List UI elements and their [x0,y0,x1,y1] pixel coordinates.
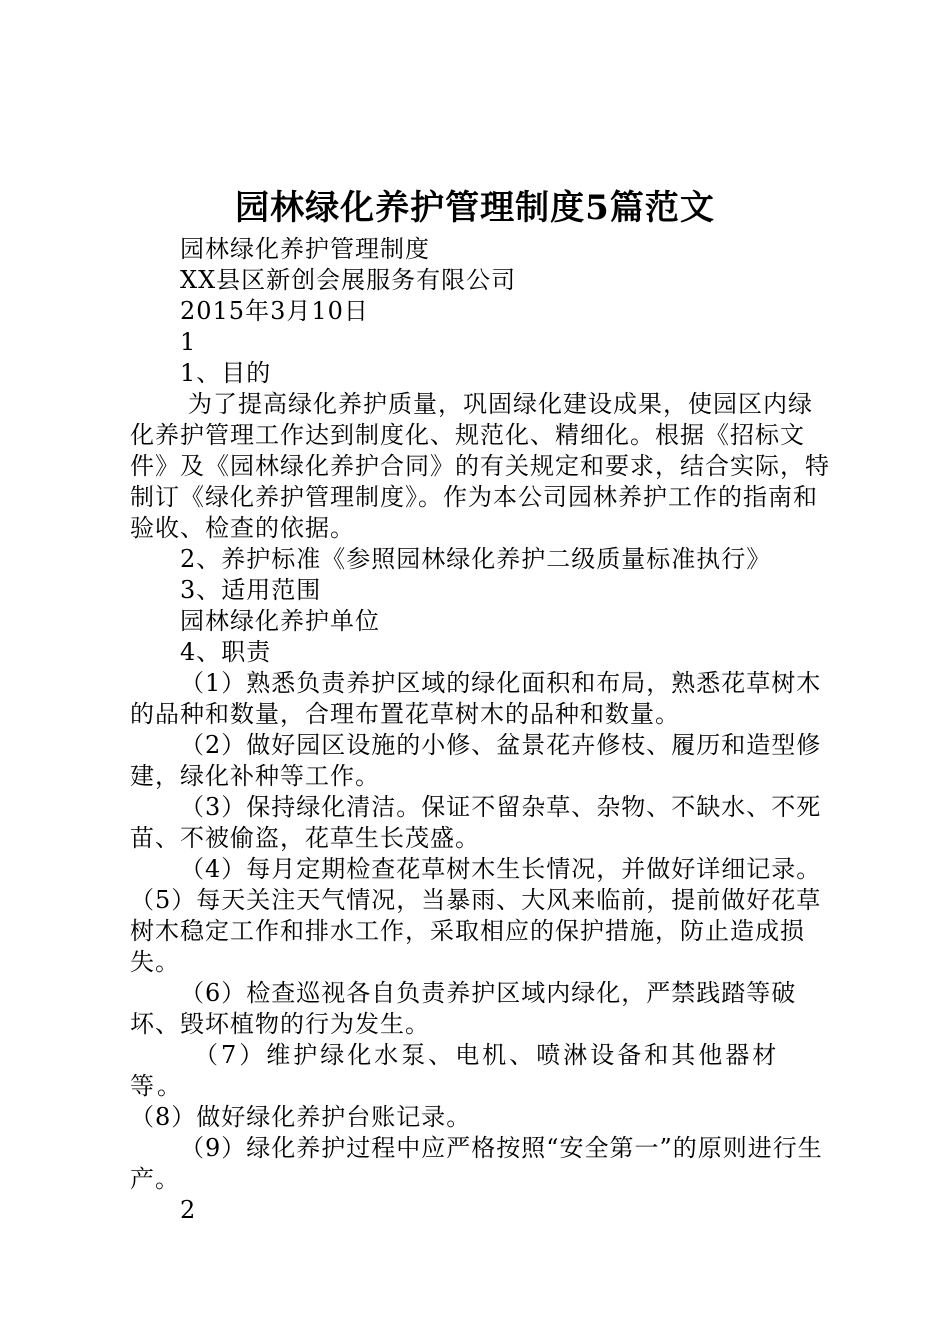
paragraph: 1 [180,328,197,356]
paragraph: （9）绿化养护过程中应严格按照“安全第一”的原则进行生产。 [130,1134,823,1193]
paragraph: 园林绿化养护管理制度 [180,235,430,263]
document-title: 园林绿化养护管理制度5篇范文 [235,188,715,228]
document-body [130,234,830,1226]
paragraph: 2 [180,1196,197,1224]
paragraph: （5）每天关注天气情况，当暴雨、大风来临前，提前做好花草树木稳定工作和排水工作，采取相应的保护措施，防止造成损失。 [130,886,822,976]
paragraph: 2、养护标准《参照园林绿化养护二级质量标准执行》 [180,545,772,573]
paragraph: （1）熟悉负责养护区域的绿化面积和布局，熟悉花草树木的品种和数量，合理布置花草树木的品种和数量。 [130,669,822,728]
paragraph: （6）检查巡视各自负责养护区域内绿化，严禁践踏等破坏、毁坏植物的行为发生。 [130,979,797,1038]
paragraph: 2015年3月10日 [180,297,369,325]
paragraph: 园林绿化养护单位 [180,607,380,635]
paragraph: 1、目的 [180,359,272,387]
paragraph: （7）维护绿化水泵、电机、喷淋设备和其他器材等。 [130,1041,780,1100]
paragraph: （8）做好绿化养护台账记录。 [130,1103,472,1131]
paragraph: （3）保持绿化清洁。保证不留杂草、杂物、不缺水、不死苗、不被偷盗，花草生长茂盛。 [130,793,822,852]
paragraph: 3、适用范围 [180,576,322,604]
paragraph: （4）每月定期检查花草树木生长情况，并做好详细记录。 [180,855,822,883]
paragraph: XX县区新创会展服务有限公司 [180,266,517,294]
paragraph: （2）做好园区设施的小修、盆景花卉修枝、履历和造型修建，绿化补种等工作。 [130,731,822,790]
paragraph: 为了提高绿化养护质量，巩固绿化建设成果，使园区内绿化养护管理工作达到制度化、规范化、精细化。根据《招标文件》及《园林绿化养护合同》的有关规定和要求，结合实际，特制订《绿化养护管理制度》。作为本公司园林养护工作的指南和验收、检查的依据。 [130,390,830,542]
paragraph: 4、职责 [180,638,272,666]
